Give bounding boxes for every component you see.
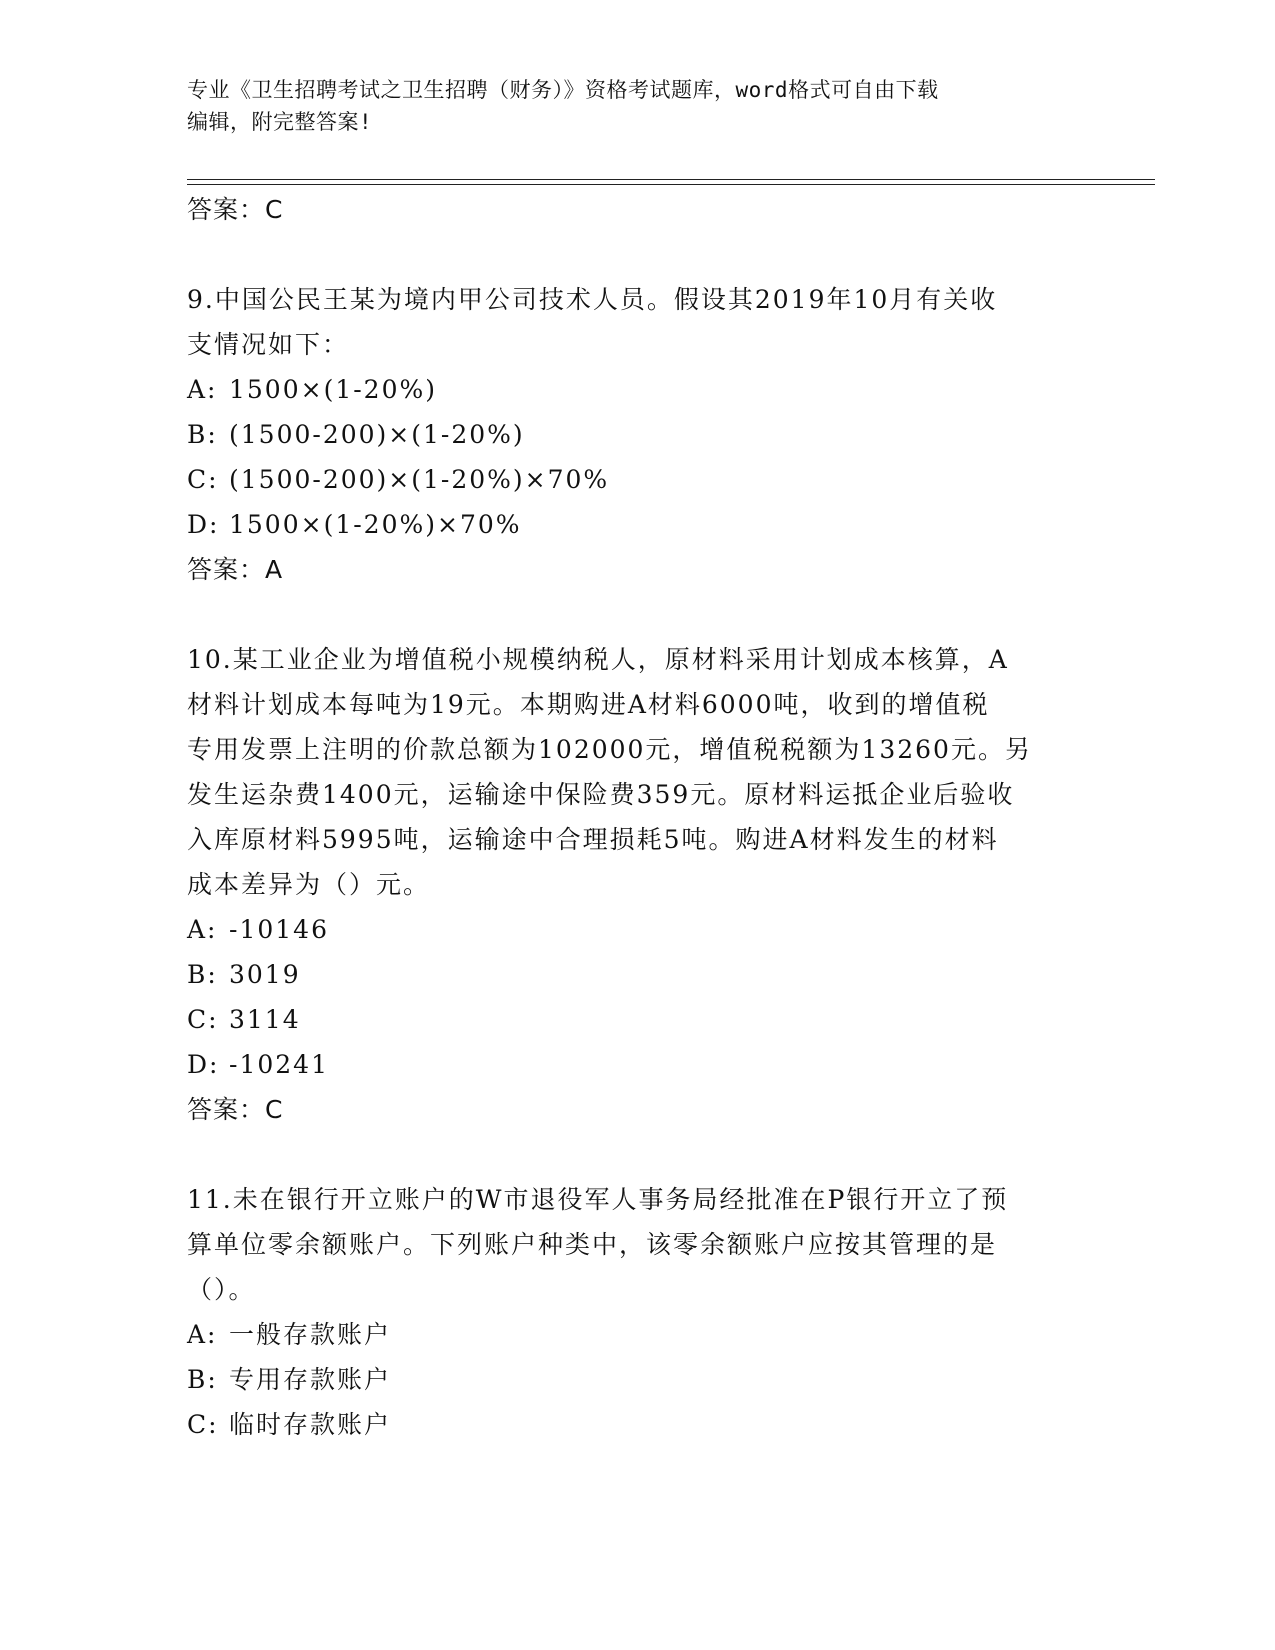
option-text: 临时存款账户 bbox=[229, 1410, 392, 1439]
option-key: B: bbox=[187, 960, 218, 989]
question-10-line-1: 10.某工业企业为增值税小规模纳税人，原材料采用计划成本核算，A bbox=[187, 645, 1009, 674]
question-10-line-2: 材料计划成本每吨为19元。本期购进A材料6000吨，收到的增值税 bbox=[187, 690, 990, 719]
question-9-option-d bbox=[187, 510, 522, 540]
header-divider-bottom bbox=[187, 184, 1155, 185]
question-11-line-2: 算单位零余额账户。下列账户种类中，该零余额账户应按其管理的是 bbox=[187, 1230, 998, 1259]
question-10-line-5: 入库原材料5995吨，运输途中合理损耗5吨。购进A材料发生的材料 bbox=[187, 825, 999, 854]
question-10-line-6: 成本差异为（）元。 bbox=[187, 870, 431, 899]
question-11-line-3: （）。 bbox=[187, 1275, 256, 1304]
option-text: 1500×(1-20%)×70% bbox=[229, 510, 522, 539]
answer-q10: 答案：C bbox=[187, 1095, 284, 1124]
question-11-option-b bbox=[187, 1365, 391, 1395]
question-10-line-4: 发生运杂费1400元，运输途中保险费359元。原材料运抵企业后验收 bbox=[187, 780, 1015, 809]
option-key: A: bbox=[187, 915, 218, 944]
option-key: B: bbox=[187, 1365, 218, 1394]
question-10-option-a bbox=[187, 915, 329, 945]
option-text: 3114 bbox=[229, 1005, 301, 1034]
option-key: C: bbox=[187, 1410, 219, 1439]
option-text: 1500×(1-20%) bbox=[229, 375, 437, 404]
page-header bbox=[187, 74, 1067, 138]
option-key: C: bbox=[187, 465, 219, 494]
option-text: -10146 bbox=[229, 915, 329, 944]
option-key: B: bbox=[187, 420, 218, 449]
option-text: -10241 bbox=[229, 1050, 329, 1079]
header-divider-top bbox=[187, 179, 1155, 180]
answer-q9: 答案：A bbox=[187, 555, 284, 584]
question-10-option-d bbox=[187, 1050, 329, 1080]
option-key: C: bbox=[187, 1005, 219, 1034]
question-11-option-c bbox=[187, 1410, 391, 1440]
question-9-line-2: 支情况如下： bbox=[187, 330, 350, 359]
question-9-line-1: 9.中国公民王某为境内甲公司技术人员。假设其2019年10月有关收 bbox=[187, 285, 998, 314]
question-11-option-a bbox=[187, 1320, 391, 1350]
question-9-option-b bbox=[187, 420, 525, 450]
option-text: (1500-200)×(1-20%) bbox=[229, 420, 525, 449]
question-10-option-b bbox=[187, 960, 301, 990]
option-key: D: bbox=[187, 1050, 220, 1079]
question-11-line-1: 11.未在银行开立账户的W市退役军人事务局经批准在P银行开立了预 bbox=[187, 1185, 1009, 1214]
answer-q8: 答案：C bbox=[187, 195, 284, 224]
option-text: (1500-200)×(1-20%)×70% bbox=[229, 465, 610, 494]
header-line-1: 专业《卫生招聘考试之卫生招聘（财务）》资格考试题库，word格式可自由下载 bbox=[187, 78, 939, 102]
question-9-option-c bbox=[187, 465, 609, 495]
option-key: D: bbox=[187, 510, 220, 539]
option-text: 一般存款账户 bbox=[229, 1320, 392, 1349]
header-line-2: 编辑，附完整答案! bbox=[187, 110, 373, 134]
option-key: A: bbox=[187, 375, 218, 404]
option-text: 3019 bbox=[229, 960, 301, 989]
question-9-option-a bbox=[187, 375, 437, 405]
option-text: 专用存款账户 bbox=[229, 1365, 392, 1394]
question-10-option-c bbox=[187, 1005, 301, 1035]
option-key: A: bbox=[187, 1320, 218, 1349]
question-10-line-3: 专用发票上注明的价款总额为102000元，增值税税额为13260元。另 bbox=[187, 735, 1032, 764]
